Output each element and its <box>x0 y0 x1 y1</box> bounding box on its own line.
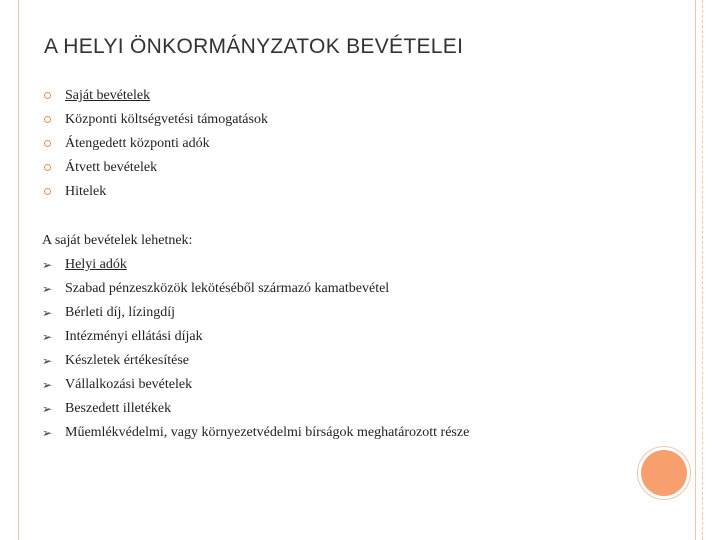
list-item-label: Műemlékvédelmi, vagy környezetvédelmi bírságok meghatározott része <box>65 425 470 440</box>
list-item <box>42 277 469 301</box>
list-item-label: Vállalkozási bevételek <box>65 377 193 392</box>
list-item-label: Szabad pénzeszközök lekötéséből származó kamatbevétel <box>65 281 390 296</box>
list-item <box>42 397 469 421</box>
circle-bullet-icon <box>44 92 51 99</box>
list-item <box>42 253 469 277</box>
arrow-bullet-icon: ➢ <box>42 402 53 416</box>
list-item <box>42 108 268 132</box>
arrow-bullet-icon: ➢ <box>42 378 53 392</box>
list-item-label: Hitelek <box>65 184 107 199</box>
list-item-label: Átvett bevételek <box>65 160 158 175</box>
own-revenues-list <box>42 253 469 445</box>
decorative-circle <box>641 450 687 496</box>
arrow-bullet-icon: ➢ <box>42 354 53 368</box>
circle-bullet-icon <box>44 140 51 147</box>
arrow-bullet-icon: ➢ <box>42 330 53 344</box>
list-item <box>42 325 469 349</box>
decorative-rule <box>702 0 703 540</box>
arrow-bullet-icon: ➢ <box>42 258 53 272</box>
list-item <box>42 421 469 445</box>
list-item-label: Beszedett illetékek <box>65 401 172 416</box>
arrow-bullet-icon: ➢ <box>42 426 53 440</box>
list-item-label: Saját bevételek <box>65 88 151 103</box>
list-item <box>42 301 469 325</box>
list-item <box>42 84 268 108</box>
list-item-label: Intézményi ellátási díjak <box>65 329 203 344</box>
list-item-label: Központi költségvetési támogatások <box>65 112 268 127</box>
arrow-bullet-icon: ➢ <box>42 282 53 296</box>
list-item-label: Bérleti díj, lízingdíj <box>65 305 176 320</box>
circle-bullet-icon <box>44 188 51 195</box>
revenue-types-list <box>42 84 268 204</box>
slide-title: A HELYI ÖNKORMÁNYZATOK BEVÉTELEI <box>44 35 464 58</box>
own-revenue-heading: A saját bevételek lehetnek: <box>42 233 193 248</box>
list-item <box>42 156 268 180</box>
circle-bullet-icon <box>44 116 51 123</box>
list-item <box>42 349 469 373</box>
list-item <box>42 180 268 204</box>
arrow-bullet-icon: ➢ <box>42 306 53 320</box>
circle-bullet-icon <box>44 164 51 171</box>
list-item <box>42 132 268 156</box>
list-item-label: Készletek értékesítése <box>65 353 189 368</box>
list-item <box>42 373 469 397</box>
list-item-label: Átengedett központi adók <box>65 136 210 151</box>
list-item-label: Helyi adók <box>65 257 127 272</box>
